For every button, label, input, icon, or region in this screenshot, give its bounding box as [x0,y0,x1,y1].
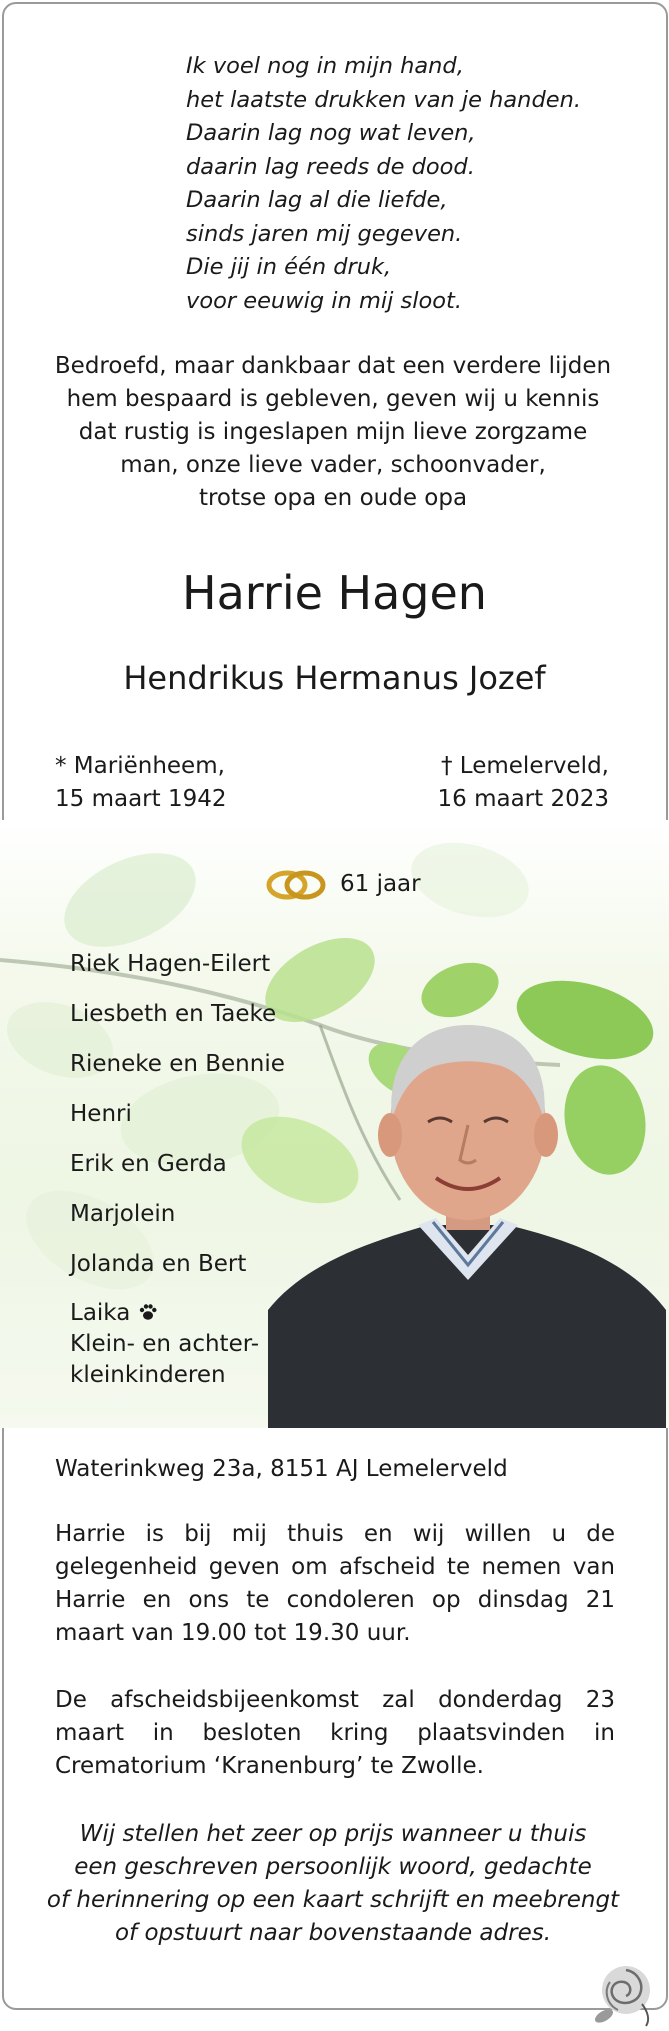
visitation-text: Harrie is bij mij thuis en wij willen u de gelegenheid geven om afscheid te nemen van Harrie en ons te condoleren op dinsdag 21 maart van 19.00 tot 19.30 uur. [55,1521,615,1646]
intro-text [40,350,626,515]
intro-line: hem bespaard is gebleven, geven wij u kennis [66,386,600,412]
poem-line: het laatste drukken van je handen. [186,86,581,113]
intro-line: dat rustig is ingeslapen mijn lieve zorgzame [78,419,588,445]
pet-name: Laika [70,1300,131,1326]
family-member: Marjolein [70,1201,176,1227]
request-text [40,1818,626,1950]
marriage-years: 61 jaar [340,871,421,897]
family-member-pet [70,1298,285,1329]
family-member: kleinkinderen [70,1362,226,1388]
portrait-photo [268,1010,668,1428]
family-member: Jolanda en Bert [70,1251,247,1277]
deceased-name: Harrie Hagen [182,566,487,620]
family-member: Rieneke en Bennie [70,1051,285,1077]
request-line: een geschreven persoonlijk woord, gedachte [74,1854,592,1880]
rose-icon [590,1960,660,2028]
poem-line: Daarin lag al die liefde, [186,187,448,213]
family-member: Liesbeth en Taeke [70,1001,277,1027]
intro-line: Bedroefd, maar dankbaar dat een verdere lijden [54,353,612,379]
family-member: Erik en Gerda [70,1151,227,1177]
death-place: † Lemelerveld, [441,753,609,779]
poem-line: voor eeuwig in mij sloot. [186,287,462,314]
family-member: Riek Hagen-Eilert [70,951,271,977]
poem [186,50,626,318]
request-line: of herinnering op een kaart schrijft en meebrengt [46,1887,620,1913]
deceased-full-name: Hendrikus Hermanus Jozef [123,659,546,697]
poem-line: Daarin lag nog wat leven, [186,120,476,146]
poem-line: Ik voel nog in mijn hand, [186,53,464,79]
birth-info [55,750,227,816]
family-member: Klein- en achter- [70,1331,260,1357]
death-date: 16 maart 2023 [437,786,609,812]
request-line: Wij stellen het zeer op prijs wanneer u thuis [79,1821,587,1847]
service-text: De afscheidsbijeenkomst zal donderdag 23 maart in besloten kring plaatsvinden in Crematorium ‘Kranenburg’ te Zwolle. [55,1687,615,1779]
poem-line: daarin lag reeds de dood. [186,153,475,180]
poem-line: sinds jaren mij gegeven. [186,220,463,247]
intro-line: trotse opa en oude opa [198,485,468,511]
family-list [70,948,285,1391]
birth-date: 15 maart 1942 [55,786,227,812]
poem-line: Die jij in één druk, [186,254,392,280]
intro-line: man, onze lieve vader, schoonvader, [120,452,546,478]
family-member: Henri [70,1101,132,1127]
request-line: of opstuurt naar bovenstaande adres. [114,1920,552,1946]
birth-place: * Mariënheem, [55,753,225,779]
death-info [438,750,610,816]
wedding-rings-icon [265,865,327,903]
address: Waterinkweg 23a, 8151 AJ Lemelerveld [55,1456,508,1482]
paw-print-icon [138,1300,158,1326]
